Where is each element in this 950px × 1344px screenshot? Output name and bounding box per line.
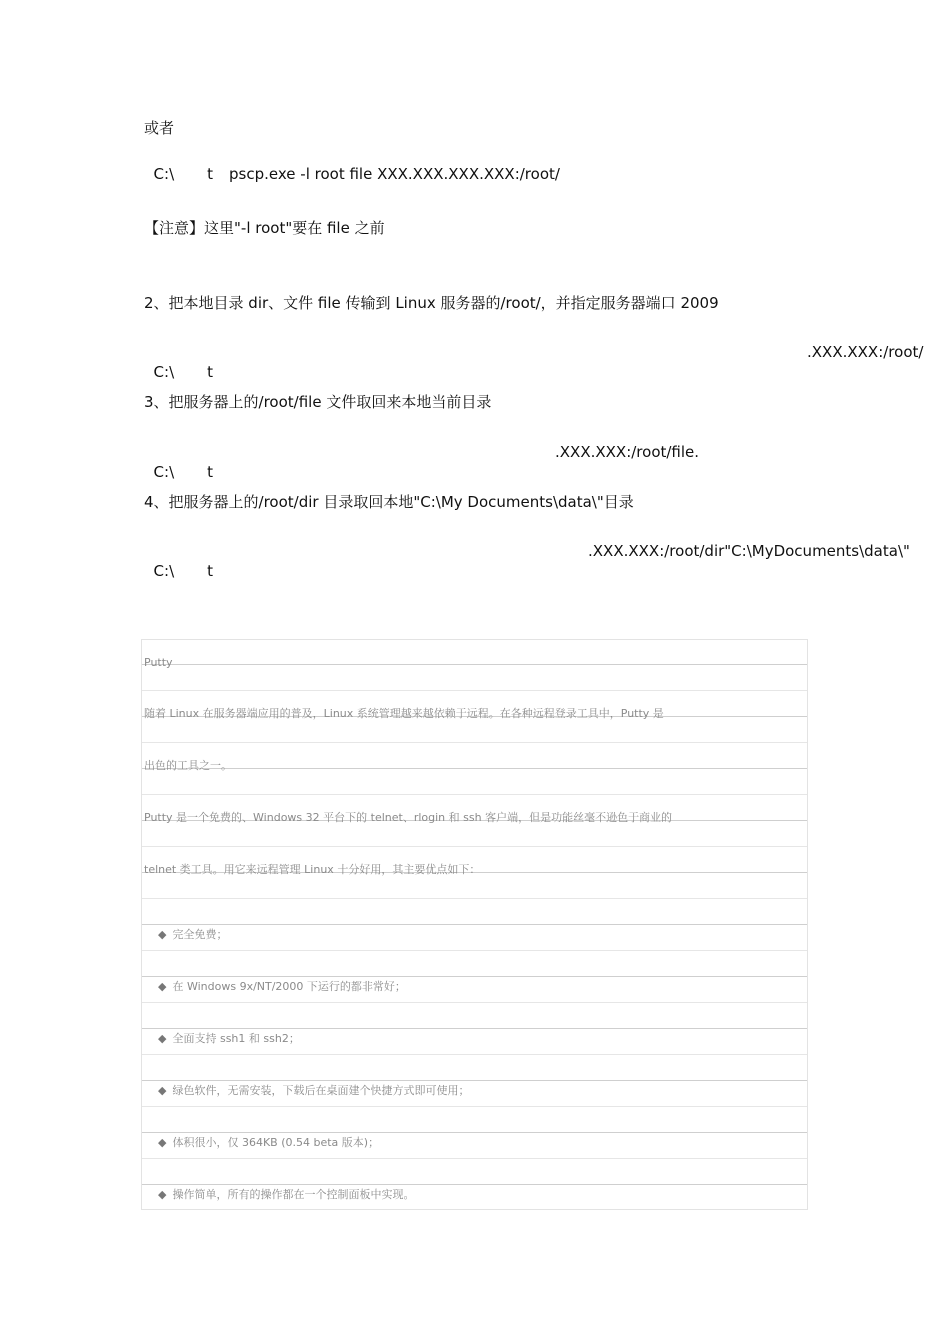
bullet-text: 全面支持 ssh1 和 ssh2； [172,1032,300,1045]
cmd-text: pscp.exe -l root file XXX.XXX.XXX.XXX:/root/ [229,165,560,183]
diamond-bullet-icon: ◆ [158,1188,167,1201]
rule [142,898,807,899]
item-3-cmd-prefix [144,442,213,482]
putty-intro-line-1: 随着 Linux 在服务器端应用的普及，Linux 系统管理越来越依赖于远程。在各种远程登录工具中，Putty 是 [144,707,664,720]
cmd-prefix: C:\ [153,463,175,481]
item-2-cmd-tail: .XXX.XXX:/root/ [807,343,924,361]
putty-intro-line-2: 出色的工具之一。 [144,759,232,772]
cmd-t: t [207,363,214,381]
item-2-heading: 2、把本地目录 dir、文件 file 传输到 Linux 服务器的/root/，并指定服务器端口 2009 [144,294,719,312]
bullet-text: 操作简单，所有的操作都在一个控制面板中实现。 [172,1188,415,1201]
list-item [144,1071,469,1110]
item-3-cmd-tail: .XXX.XXX:/root/file. [555,443,700,461]
cmd-prefix: C:\ [153,363,175,381]
bullet-text: 在 Windows 9x/NT/2000 下运行的都非常好； [172,980,406,993]
cmd-prefix: C:\ [153,562,175,580]
rule [142,950,807,951]
list-item [144,1123,379,1162]
command-line-1 [144,144,560,184]
cmd-t: t [207,562,214,580]
diamond-bullet-icon: ◆ [158,928,167,941]
list-item [144,967,406,1006]
rule [142,690,807,691]
rule [142,742,807,743]
rule [142,768,807,769]
bullet-text: 绿色软件，无需安装，下载后在桌面建个快捷方式即可使用； [172,1084,470,1097]
cmd-t: t [207,463,214,481]
putty-desc-line-2: telnet 类工具。用它来远程管理 Linux 十分好用，其主要优点如下： [144,863,481,876]
putty-section [141,639,808,1210]
list-item [144,1019,300,1058]
putty-title: Putty [144,656,173,669]
note-text: 【注意】这里"-l root"要在 file 之前 [144,219,385,237]
item-4-cmd-prefix [144,541,213,581]
item-4-heading: 4、把服务器上的/root/dir 目录取回本地"C:\My Documents\data\"目录 [144,493,634,511]
putty-desc-line-1: Putty 是一个免费的、Windows 32 平台下的 telnet、rlogin 和 ssh 客户端，但是功能丝毫不逊色于商业的 [144,811,673,824]
bullet-text: 完全免费； [172,928,228,941]
list-item [144,915,227,954]
or-text: 或者 [144,119,175,137]
rule [142,846,807,847]
diamond-bullet-icon: ◆ [158,1032,167,1045]
item-4-cmd-tail: .XXX.XXX:/root/dir"C:\MyDocuments\data\" [588,542,910,560]
diamond-bullet-icon: ◆ [158,1136,167,1149]
diamond-bullet-icon: ◆ [158,980,167,993]
cmd-t: t [207,165,214,183]
item-2-cmd-prefix [144,342,213,382]
bullet-text: 体积很小，仅 364KB (0.54 beta 版本)； [172,1136,380,1149]
cmd-prefix: C:\ [153,165,175,183]
item-3-heading: 3、把服务器上的/root/file 文件取回来本地当前目录 [144,393,492,411]
list-item [144,1175,414,1214]
rule [142,794,807,795]
diamond-bullet-icon: ◆ [158,1084,167,1097]
rule [142,924,807,925]
rule [142,664,807,665]
